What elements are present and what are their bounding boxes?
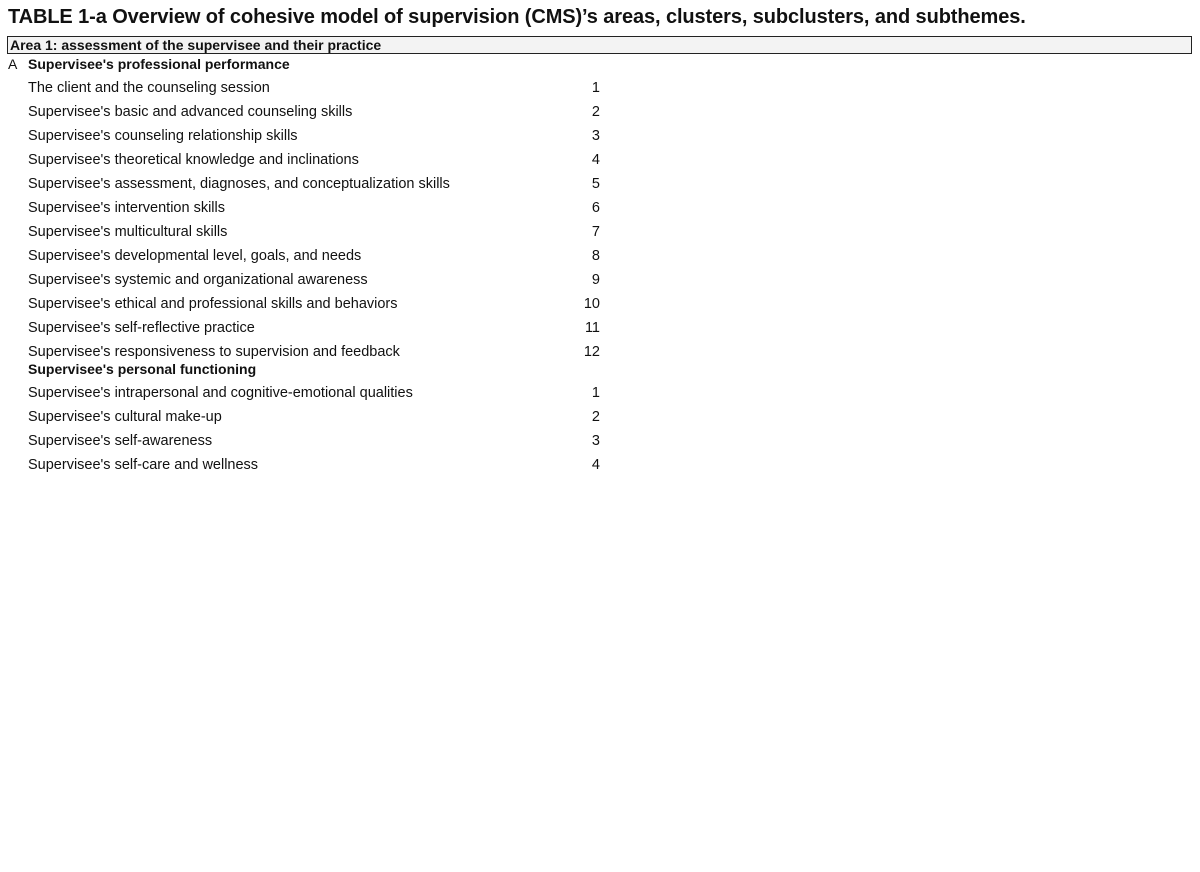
- area-header: Area 1: assessment of the supervisee and their practice: [7, 36, 1192, 54]
- row-label: Supervisee's self-care and wellness: [28, 457, 259, 473]
- row-number: 2: [591, 104, 600, 120]
- row-label: The client and the counseling session: [28, 80, 270, 96]
- cluster-letter: A: [8, 56, 18, 72]
- row-number: 11: [584, 320, 600, 336]
- row-label: Supervisee's self-reflective practice: [28, 320, 255, 336]
- row-label: Supervisee's counseling relationship skills: [28, 128, 298, 144]
- row-label: Supervisee's ethical and professional skills and behaviors: [28, 296, 398, 312]
- row-number: 7: [591, 224, 600, 240]
- row-number: 12: [583, 344, 600, 360]
- row-number: 5: [591, 176, 600, 192]
- row-label: Supervisee's intrapersonal and cognitive-emotional qualities: [28, 385, 413, 401]
- row-number: 10: [583, 296, 600, 312]
- row-number: 1: [591, 80, 600, 96]
- row-label: Supervisee's theoretical knowledge and inclinations: [28, 152, 359, 168]
- row-number: 1: [591, 385, 600, 401]
- row-number: 3: [591, 433, 600, 449]
- row-number: 4: [591, 457, 600, 473]
- table-title: TABLE 1-a Overview of cohesive model of supervision (CMS)’s areas, clusters, subclusters, and subthemes.: [8, 6, 1026, 28]
- row-number: 2: [591, 409, 600, 425]
- row-number: 3: [591, 128, 600, 144]
- cluster-title: Supervisee's professional performance: [28, 56, 290, 72]
- cluster-title: Supervisee's personal functioning: [28, 361, 257, 377]
- row-number: 6: [591, 200, 600, 216]
- row-number: 4: [591, 152, 600, 168]
- row-label: Supervisee's basic and advanced counseling skills: [28, 104, 353, 120]
- row-number: 9: [591, 272, 600, 288]
- row-number: 8: [591, 248, 600, 264]
- row-label: Supervisee's developmental level, goals, and needs: [28, 248, 362, 264]
- row-label: Supervisee's systemic and organizational awareness: [28, 272, 368, 288]
- row-label: Supervisee's cultural make-up: [28, 409, 222, 425]
- row-label: Supervisee's multicultural skills: [28, 224, 228, 240]
- row-label: Supervisee's intervention skills: [28, 200, 225, 216]
- row-label: Supervisee's assessment, diagnoses, and conceptualization skills: [28, 176, 450, 192]
- row-label: Supervisee's self-awareness: [28, 433, 213, 449]
- row-label: Supervisee's responsiveness to supervision and feedback: [28, 344, 400, 360]
